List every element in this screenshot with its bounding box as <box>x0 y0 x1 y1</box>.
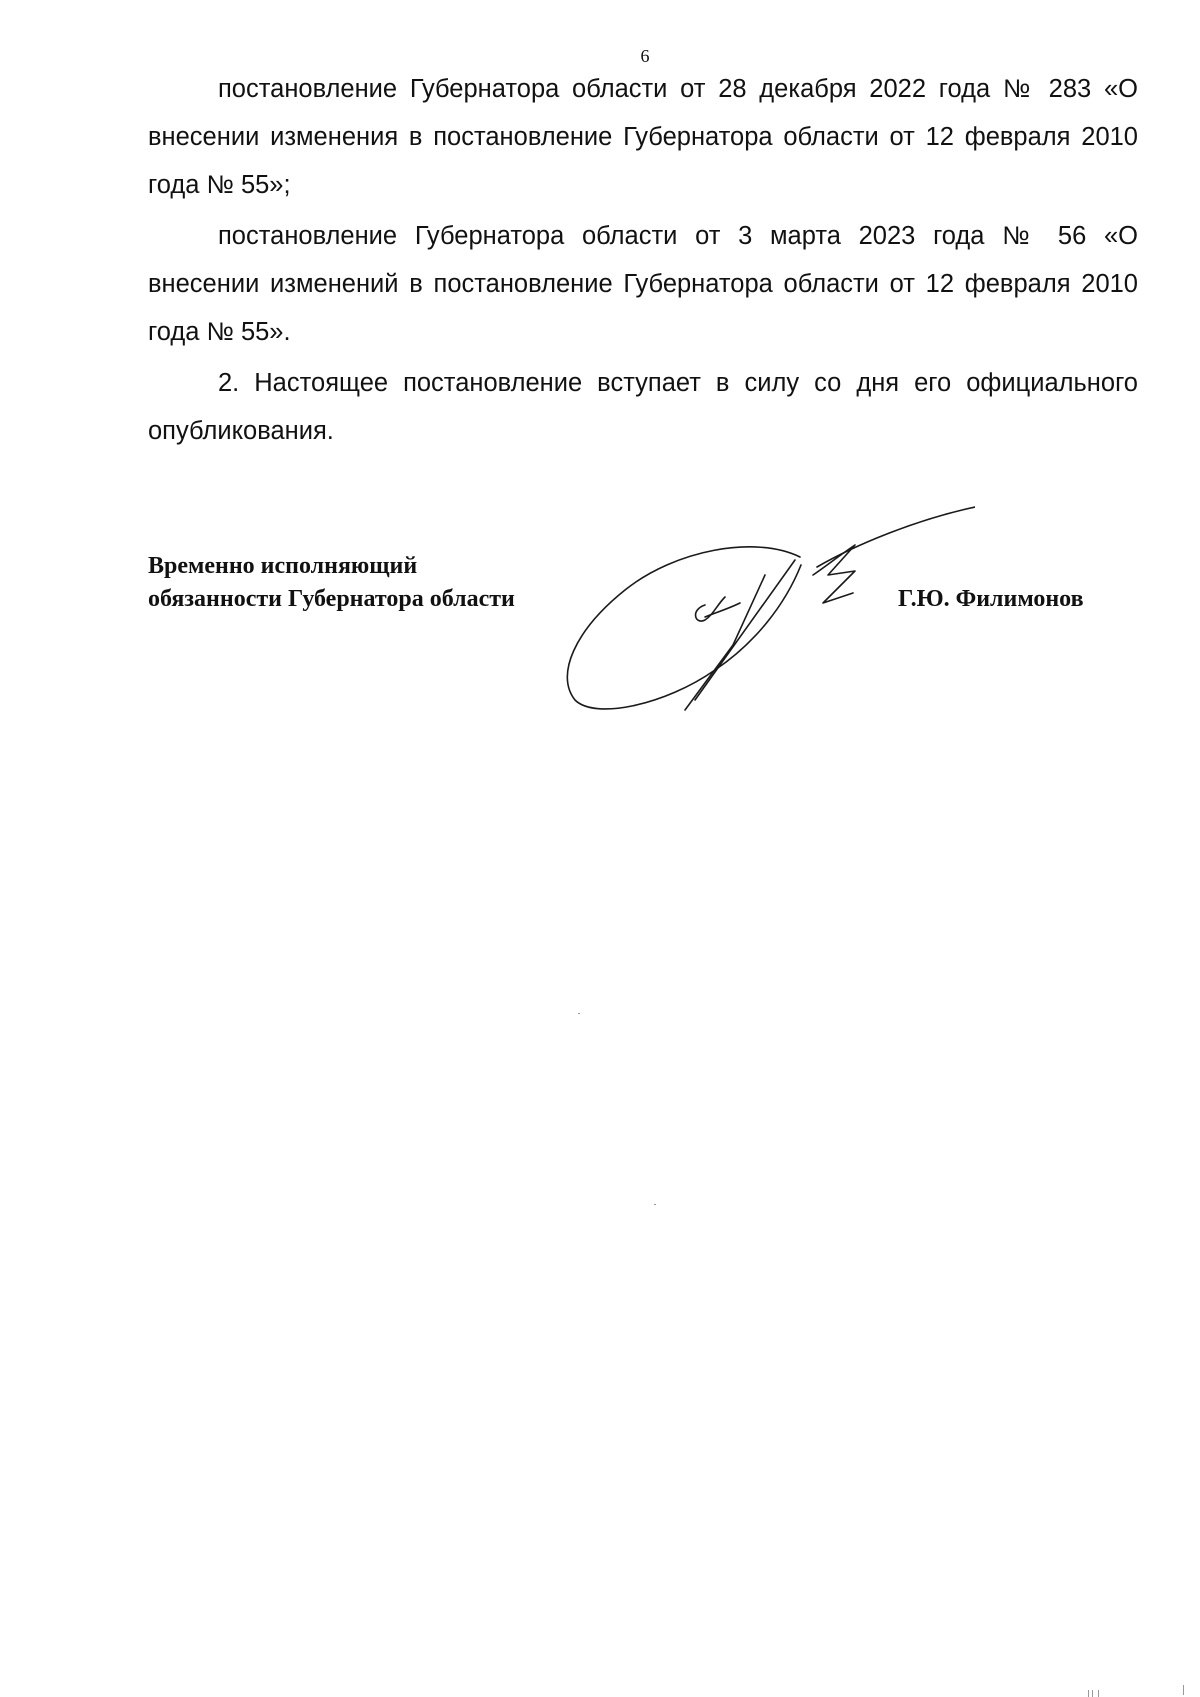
scan-speck <box>1183 1685 1184 1695</box>
scan-speck <box>1088 1690 1089 1697</box>
paragraph-entry-into-force: 2. Настоящее постановление вступает в силу со дня его официального опубликования. <box>148 369 1138 445</box>
scan-speck <box>1092 1690 1093 1697</box>
scan-speck <box>578 1013 580 1014</box>
signer-position-line-2: обязанности Губернатора области <box>148 586 515 612</box>
scan-speck <box>654 1204 656 1205</box>
scan-speck <box>1098 1690 1099 1697</box>
signer-name: Г.Ю. Филимонов <box>898 586 1084 612</box>
paragraph-decree-56: постановление Губернатора области от 3 марта 2023 года № 56 «О внесении изменений в постановление Губернатора области от 12 февраля 2010 года № 55». <box>148 222 1138 346</box>
page-number: 6 <box>640 46 650 66</box>
signer-position-line-1: Временно исполняющий <box>148 553 418 579</box>
document-body <box>148 65 1138 458</box>
handwritten-signature <box>555 505 975 725</box>
signer-position <box>148 550 515 616</box>
paragraph-decree-283: постановление Губернатора области от 28 декабря 2022 года № 283 «О внесении изменения в постановление Губернатора области от 12 февраля 2010 года № 55»; <box>148 75 1138 199</box>
